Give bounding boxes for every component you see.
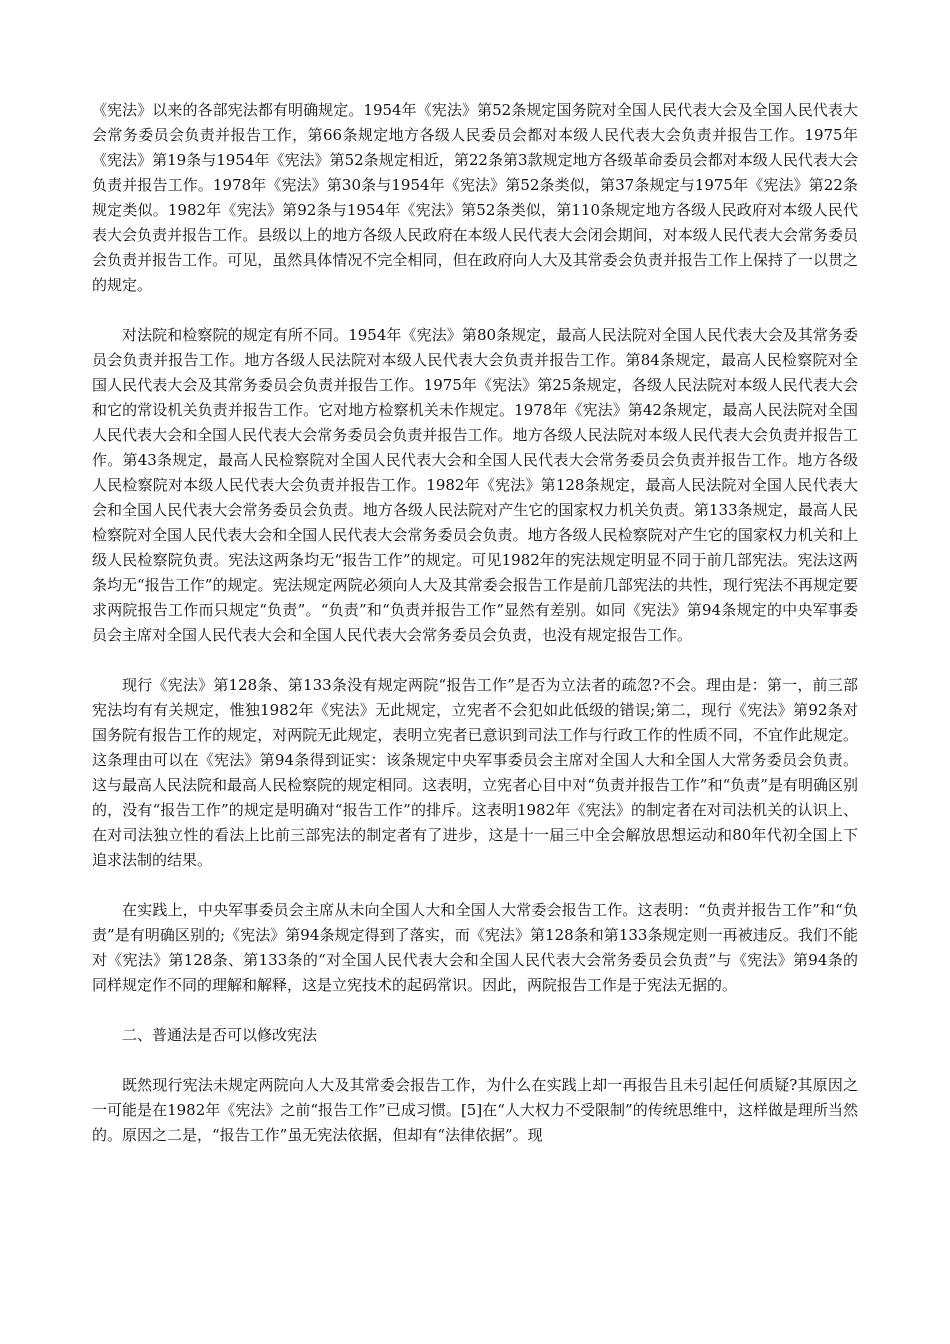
document-body: [92, 98, 858, 1148]
paragraph-government-reporting: 《宪法》以来的各部宪法都有明确规定。1954年《宪法》第52条规定国务院对全国人民代表大会及全国人民代表大会常务委员会负责并报告工作，第66条规定地方各级人民委员会都对本级人民代表大会负责并报告工作。1975年《宪法》第19条与1954年《宪法》第52条规定相近，第22条第3款规定地方各级革命委员会都对本级人民代表大会负责并报告工作。1978年《宪法》第30条与1954年《宪法》第52条类似，第37条规定与1975年《宪法》第22条规定类似。1982年《宪法》第92条与1954年《宪法》第52条类似，第110条规定地方各级人民政府对本级人民代表大会负责并报告工作。县级以上的地方各级人民政府在本级人民代表大会闭会期间，对本级人民代表大会常务委员会负责并报告工作。可见，虽然具体情况不完全相同，但在政府向人大及其常委会负责并报告工作上保持了一以贯之的规定。: [92, 101, 858, 294]
paragraph-courts-procuratorates: 对法院和检察院的规定有所不同。1954年《宪法》第80条规定，最高人民法院对全国人民代表大会及其常务委员会负责并报告工作。地方各级人民法院对本级人民代表大会负责并报告工作。第84条规定，最高人民检察院对全国人民代表大会及其常务委员会负责并报告工作。1975年《宪法》第25条规定，各级人民法院对本级人民代表大会和它的常设机关负责并报告工作。它对地方检察机关未作规定。1978年《宪法》第42条规定，最高人民法院对全国人民代表大会和全国人民代表大会常务委员会负责并报告工作。地方各级人民法院对本级人民代表大会负责并报告工作。第43条规定，最高人民检察院对全国人民代表大会和全国人民代表大会常务委员会负责并报告工作。地方各级人民检察院对本级人民代表大会负责并报告工作。1982年《宪法》第128条规定，最高人民法院对全国人民代表大会和全国人民代表大会常务委员会负责。地方各级人民法院对产生它的国家权力机关负责。第133条规定，最高人民检察院对全国人民代表大会和全国人民代表大会常务委员会负责。地方各级人民检察院对产生它的国家权力机关和上级人民检察院负责。宪法这两条均无“报告工作”的规定。可见1982年的宪法规定明显不同于前几部宪法。宪法这两条均无“报告工作”的规定。宪法规定两院必须向人大及其常委会报告工作是前几部宪法的共性，现行宪法不再规定要求两院报告工作而只规定“负责”。“负责”和“负责并报告工作”显然有差别。如同《宪法》第94条规定的中央军事委员会主席对全国人民代表大会和全国人民代表大会常务委员会负责，也没有规定报告工作。: [92, 326, 858, 644]
section-heading: 二、普通法是否可以修改宪法: [122, 1026, 318, 1044]
paragraph-ordinary-law: 既然现行宪法未规定两院向人大及其常委会报告工作，为什么在实践上却一再报告且未引起任何质疑?其原因之一可能是在1982年《宪法》之前“报告工作”已成习惯。[5]在“人大权力不受限制”的传统思维中，这样做是理所当然的。原因之二是，“报告工作”虽无宪法依据，但却有“法律依据”。现: [92, 1076, 858, 1144]
paragraph-legislative-intent: 现行《宪法》第128条、第133条没有规定两院“报告工作”是否为立法者的疏忽?不会。理由是：第一，前三部宪法均有有关规定，惟独1982年《宪法》无此规定，立宪者不会犯如此低级的错误;第二，现行《宪法》第92条对国务院有报告工作的规定，对两院无此规定，表明立宪者已意识到司法工作与行政工作的性质不同，不宜作此规定。这条理由可以在《宪法》第94条得到证实：该条规定中央军事委员会主席对全国人大和全国人大常务委员会负责。这与最高人民法院和最高人民检察院的规定相同。这表明，立宪者心目中对“负责并报告工作”和“负责”是有明确区别的，没有“报告工作”的规定是明确对“报告工作”的排斥。这表明1982年《宪法》的制定者在对司法机关的认识上、在对司法独立性的看法上比前三部宪法的制定者有了进步，这是十一届三中全会解放思想运动和80年代初全国上下追求法制的结果。: [92, 676, 858, 869]
paragraph-practice: 在实践上，中央军事委员会主席从未向全国人大和全国人大常委会报告工作。这表明：“负责并报告工作”和“负责”是有明确区别的;《宪法》第94条规定得到了落实，而《宪法》第128条和第133条规定则一再被违反。我们不能对《宪法》第128条、第133条的“对全国人民代表大会和全国人民代表大会常务委员会负责”与《宪法》第94条的同样规定作不同的理解和解释，这是立宪技术的起码常识。因此，两院报告工作是于宪法无据的。: [92, 901, 858, 994]
